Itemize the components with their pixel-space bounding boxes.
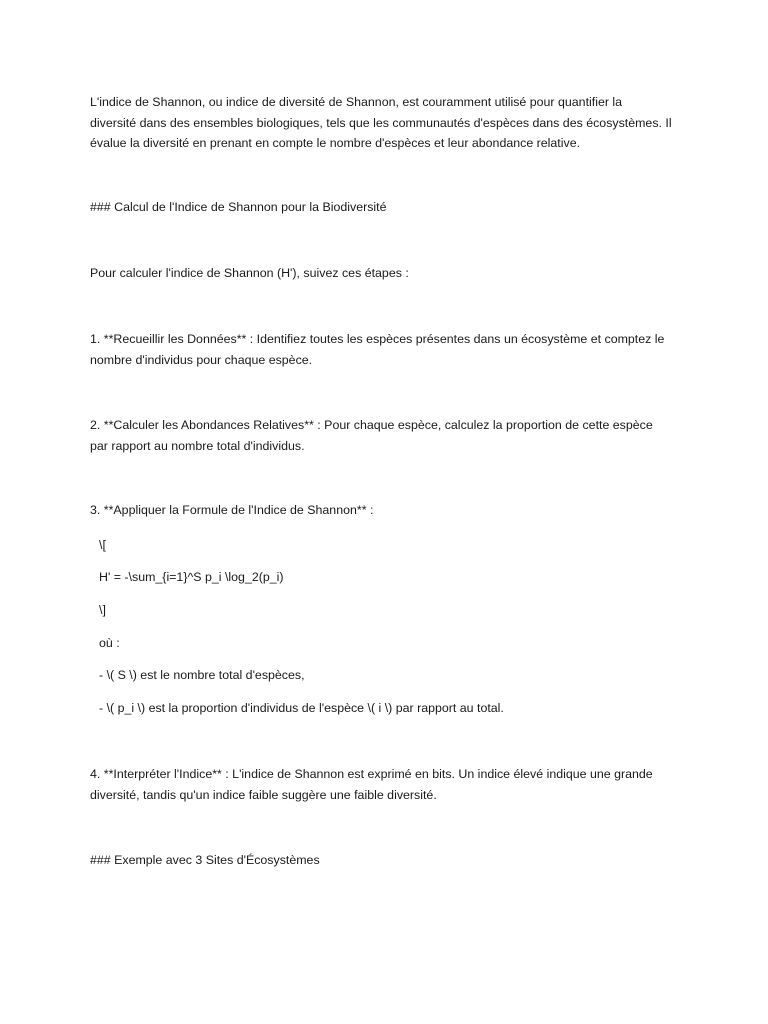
intro-line: L'indice de Shannon, ou indice de diversité de Shannon, est couramment utilisé pour quantifier la	[90, 95, 623, 109]
formula-close: \]	[99, 603, 106, 617]
heading-calcul: ### Calcul de l'Indice de Shannon pour la Biodiversité	[90, 200, 387, 214]
where-label: où :	[99, 636, 120, 650]
step-3: 3. **Appliquer la Formule de l'Indice de Shannon** :	[90, 503, 374, 517]
intro-line: évalue la diversité en prenant en compte le nombre d'espèces et leur abondance relative.	[90, 136, 581, 150]
heading-example: ### Exemple avec 3 Sites d'Écosystèmes	[90, 853, 320, 867]
step-2	[90, 415, 690, 456]
formula-line: H' = -\sum_{i=1}^S p_i \log_2(p_i)	[99, 570, 284, 584]
step-4-line: diversité, tandis qu'un indice faible suggère une faible diversité.	[90, 787, 437, 802]
definition-pi: - \( p_i \) est la proportion d'individus de l'espèce \( i \) par rapport au total.	[99, 701, 504, 715]
definition-s: - \( S \) est le nombre total d'espèces,	[99, 668, 305, 682]
steps-intro: Pour calculer l'indice de Shannon (H'), suivez ces étapes :	[90, 266, 409, 280]
formula-open: \[	[99, 538, 106, 552]
step-4-line: 4. **Interpréter l'Indice** : L'indice de Shannon est exprimé en bits. Un indice élevé indique une grande	[90, 767, 653, 781]
step-1-line: 1. **Recueillir les Données** : Identifiez toutes les espèces présentes dans un écosystème et comptez le	[90, 332, 665, 346]
intro-line: diversité dans des ensembles biologiques, tels que les communautés d'espèces dans des écosystèmes. Il	[90, 115, 672, 130]
step-2-line: 2. **Calculer les Abondances Relatives** : Pour chaque espèce, calculez la proportion de cette espèce	[90, 418, 653, 432]
step-1-line: nombre d'individus pour chaque espèce.	[90, 352, 313, 367]
intro-paragraph	[90, 92, 690, 154]
step-2-line: par rapport au nombre total d'individus.	[90, 438, 305, 453]
step-4	[90, 764, 690, 805]
step-1	[90, 329, 690, 370]
